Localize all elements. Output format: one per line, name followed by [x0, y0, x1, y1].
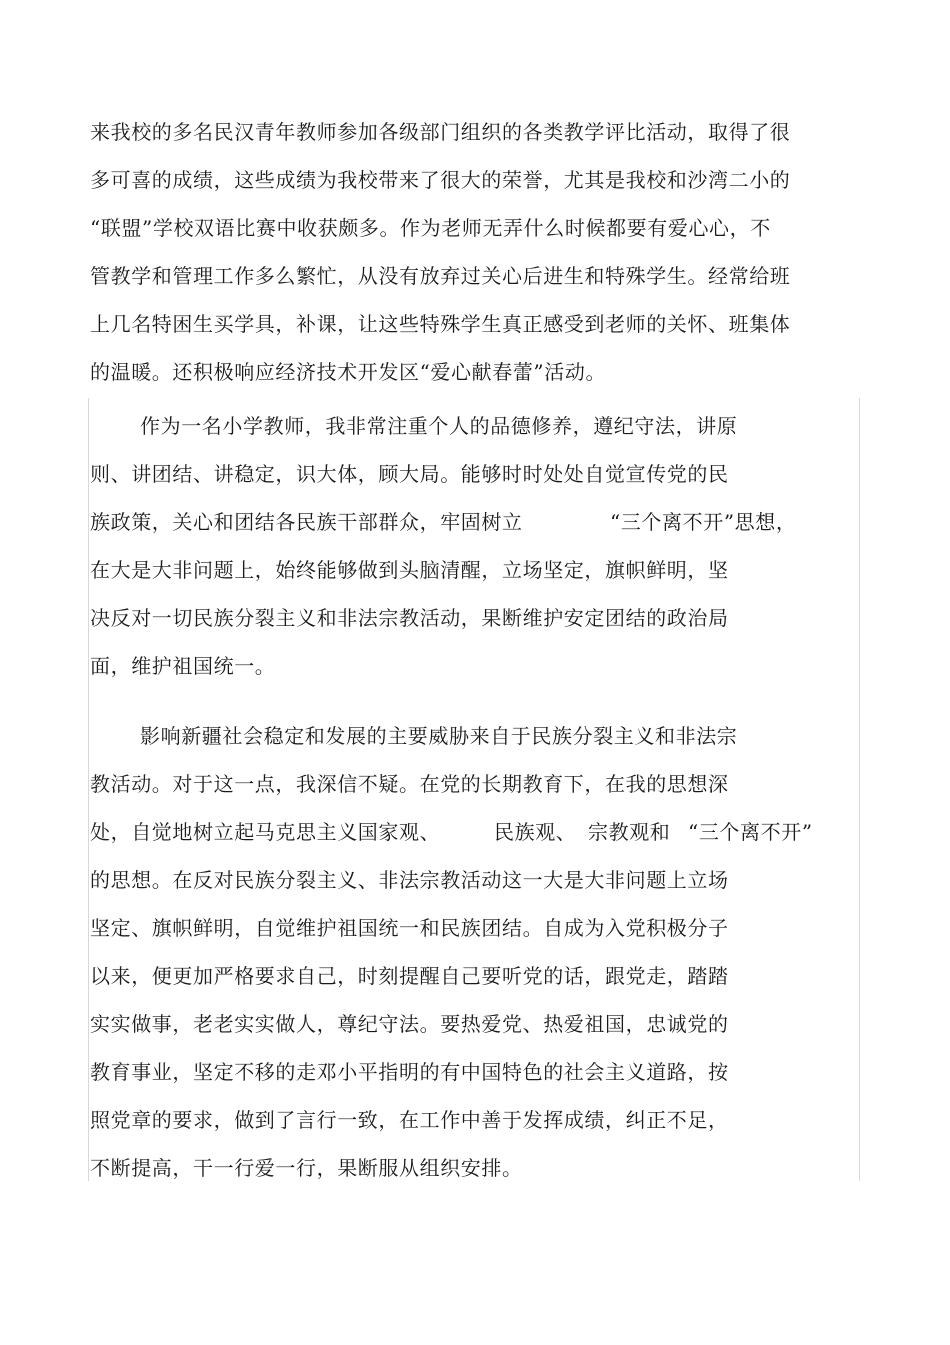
text-line: 决反对一切民族分裂主义和非法宗教活动，果断维护安定团结的政治局: [90, 606, 729, 630]
frame-left-border: [88, 398, 89, 1181]
text-line: 上几名特困生买学具，补课，让这些特殊学生真正感受到老师的关怀、班集体: [90, 312, 791, 336]
text-line: 在大是大非问题上，始终能够做到头脑清醒，立场坚定，旗帜鲜明，坚: [90, 558, 729, 582]
text-line: 实实做事，老老实实做人，尊纪守法。要热爱党、热爱祖国，忠诚党的: [90, 1012, 729, 1036]
text-line: 处，自觉地树立起马克思主义国家观、: [90, 820, 441, 844]
text-line: 的思想。在反对民族分裂主义、非法宗教活动这一大是大非问题上立场: [90, 868, 729, 892]
text-line: “联盟”学校双语比赛中收获颇多。作为老师无弄什么时候都要有爱心心，不: [90, 216, 771, 240]
text-line: 面，维护祖国统一。: [90, 654, 276, 678]
text-line: 族政策，关心和团结各民族干部群众，牢固树立: [90, 510, 523, 534]
text-line: 则、讲团结、讲稳定，识大体，顾大局。能够时时处处自觉宣传党的民: [90, 462, 729, 486]
text-line: 照党章的要求，做到了言行一致，在工作中善于发挥成绩，纠正不足，: [90, 1108, 729, 1132]
text-line: 教活动。对于这一点，我深信不疑。在党的长期教育下，在我的思想深: [90, 772, 729, 796]
text-line: 作为一名小学教师，我非常注重个人的品德修养，遵纪守法，讲原: [140, 414, 738, 438]
text-line: 坚定、旗帜鲜明，自觉维护祖国统一和民族团结。自成为入党积极分子: [90, 916, 729, 940]
text-line: 管教学和管理工作多么繁忙，从没有放弃过关心后进生和特殊学生。经常给班: [90, 264, 791, 288]
text-line: 以来，便更加严格要求自己，时刻提醒自己要听党的话，跟党走，踏踏: [90, 964, 729, 988]
text-line: 民族观、: [494, 820, 577, 844]
text-line: 教育事业，坚定不移的走邓小平指明的有中国特色的社会主义道路，按: [90, 1060, 729, 1084]
frame-right-border: [859, 398, 860, 1181]
text-line: 影响新疆社会稳定和发展的主要威胁来自于民族分裂主义和非法宗: [140, 724, 738, 748]
text-line: 多可喜的成绩，这些成绩为我校带来了很大的荣誉，尤其是我校和沙湾二小的: [90, 168, 791, 192]
text-line: 的温暖。还积极响应经济技术开发区“爱心献春蕾”活动。: [90, 360, 607, 384]
text-line: 不断提高，干一行爱一行，果断服从组织安排。: [90, 1156, 523, 1180]
text-line: “三个离不开”: [688, 820, 813, 844]
text-line: 宗教观和: [588, 820, 671, 844]
text-line: “三个离不开”思想，: [610, 510, 797, 534]
text-line: 来我校的多名民汉青年教师参加各级部门组织的各类教学评比活动，取得了很: [90, 120, 791, 144]
